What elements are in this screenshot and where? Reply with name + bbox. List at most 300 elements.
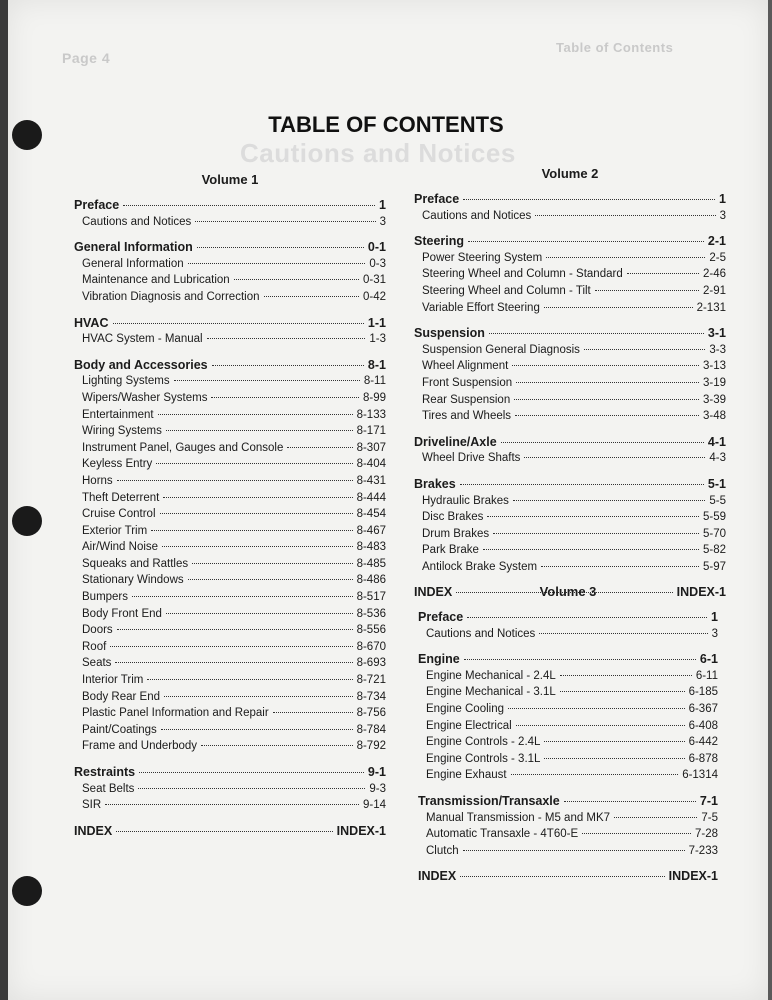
toc-entry-page: 1-1 (367, 315, 386, 330)
toc-entry-page: 4-1 (707, 434, 726, 449)
toc-section (414, 476, 726, 576)
toc-entry-page: 6-442 (688, 736, 718, 749)
dot-leader (489, 333, 704, 334)
toc-entry-page: 8-486 (356, 574, 386, 587)
toc-entry-page: 7-5 (701, 811, 718, 824)
volume-2-title: Volume 2 (541, 166, 599, 181)
toc-entry-page: 3-1 (707, 326, 726, 341)
dot-leader (595, 290, 699, 291)
toc-entry-label: Instrument Panel, Gauges and Console (82, 441, 284, 454)
dot-leader (151, 530, 352, 531)
toc-entry-row (414, 392, 726, 409)
dot-leader (113, 323, 364, 324)
dot-leader (158, 414, 353, 415)
toc-entry-page: 8-307 (356, 441, 386, 454)
dot-leader (493, 533, 699, 534)
dot-leader (132, 596, 353, 597)
dot-leader (460, 876, 664, 877)
toc-entry-label: Engine Controls - 3.1L (426, 752, 541, 765)
toc-heading-row (414, 434, 726, 451)
toc-section (418, 868, 718, 885)
dot-leader (188, 579, 353, 580)
toc-entry-page: 0-42 (362, 290, 386, 303)
toc-entry-page: 2-1 (707, 234, 726, 249)
toc-entry-row (74, 606, 386, 623)
dot-leader (138, 788, 365, 789)
toc-entry-label: Engine Cooling (426, 702, 505, 715)
toc-entry-label: Preface (414, 192, 460, 206)
toc-entry-label: Antilock Brake System (422, 560, 538, 573)
toc-entry-label: Disc Brakes (422, 511, 484, 524)
dot-leader (147, 679, 352, 680)
toc-entry-page: 5-82 (702, 544, 726, 557)
dot-leader (544, 307, 693, 308)
dot-leader (501, 442, 704, 443)
dot-leader (197, 247, 364, 248)
toc-entry-row (74, 423, 386, 440)
toc-section (74, 764, 386, 814)
dot-leader (508, 708, 685, 709)
toc-entry-label: Stationary Windows (82, 574, 184, 587)
toc-entry-row (414, 493, 726, 510)
toc-entry-page: 3-13 (702, 360, 726, 373)
toc-entry-page: 3 (379, 215, 386, 228)
toc-entry-label: Bumpers (82, 591, 129, 604)
toc-entry-label: Engine Exhaust (426, 769, 507, 782)
toc-entry-label: Engine Controls - 2.4L (426, 736, 541, 749)
toc-entry-label: Cruise Control (82, 508, 156, 521)
toc-heading-row (74, 764, 386, 781)
toc-section (418, 609, 718, 642)
toc-entry-row (414, 208, 726, 225)
toc-entry-label: General Information (82, 257, 184, 270)
toc-entry-label: Preface (74, 198, 120, 212)
toc-heading-row (418, 609, 718, 626)
toc-entry-label: Clutch (426, 844, 459, 857)
toc-heading-row (418, 793, 718, 810)
toc-entry-page: 8-517 (356, 591, 386, 604)
dot-leader (463, 199, 715, 200)
toc-entry-page: INDEX-1 (668, 869, 718, 884)
toc-entry-label: Wiring Systems (82, 425, 162, 438)
toc-entry-page: 2-91 (702, 284, 726, 297)
toc-entry-page: INDEX-1 (336, 823, 386, 838)
toc-entry-row (74, 572, 386, 589)
toc-entry-page: 9-14 (362, 799, 386, 812)
toc-entry-page: 8-734 (356, 690, 386, 703)
dot-leader (614, 817, 697, 818)
toc-entry-page: 7-1 (699, 793, 718, 808)
toc-section (414, 191, 726, 224)
toc-entry-row (74, 705, 386, 722)
dot-leader (513, 500, 705, 501)
dot-leader (212, 365, 364, 366)
dot-leader (487, 516, 699, 517)
bleed-through-heading: Cautions and Notices (240, 138, 516, 168)
toc-entry-label: Roof (82, 640, 107, 653)
dot-leader (161, 729, 353, 730)
toc-entry-row (74, 655, 386, 672)
toc-entry-label: Squeaks and Rattles (82, 557, 189, 570)
toc-entry-label: Body Front End (82, 607, 162, 620)
toc-entry-page: 4-3 (709, 452, 726, 465)
toc-entry-page: 8-444 (356, 491, 386, 504)
toc-heading-row (414, 233, 726, 250)
dot-leader (468, 241, 704, 242)
toc-entry-row (418, 767, 718, 784)
toc-entry-label: INDEX (414, 585, 453, 600)
dot-leader (162, 546, 353, 547)
toc-entry-label: Restraints (74, 765, 136, 779)
dot-leader (156, 463, 352, 464)
dot-leader (564, 801, 696, 802)
toc-entry-label: Wheel Drive Shafts (422, 452, 521, 465)
toc-entry-page: 6-11 (695, 669, 718, 682)
toc-entry-label: INDEX (74, 823, 113, 838)
toc-entry-label: Air/Wind Noise (82, 541, 159, 554)
toc-entry-label: General Information (74, 240, 193, 255)
page-edge-shadow (0, 0, 8, 1000)
toc-entry-label: Engine (418, 652, 460, 667)
dot-leader (541, 566, 699, 567)
toc-heading-row (74, 315, 386, 332)
dot-leader (192, 563, 352, 564)
dot-leader (166, 430, 353, 431)
toc-entry-row (74, 373, 386, 390)
toc-entry-label: Brakes (414, 476, 456, 491)
toc-entry-page: 2-46 (702, 268, 726, 281)
toc-entry-row (74, 589, 386, 606)
toc-heading-row (74, 239, 386, 256)
toc-entry-label: Suspension (414, 326, 485, 341)
page-title: TABLE OF CONTENTS (268, 112, 504, 137)
toc-entry-page: 8-454 (356, 508, 386, 521)
toc-entry-row (74, 622, 386, 639)
dot-leader (511, 774, 679, 775)
toc-entry-label: Cautions and Notices (426, 627, 536, 640)
toc-entry-page: 5-1 (707, 476, 726, 491)
toc-entry-page: 8-536 (356, 607, 386, 620)
toc-entry-row (418, 668, 718, 685)
dot-leader (516, 725, 685, 726)
toc-entry-label: Maintenance and Lubrication (82, 274, 230, 287)
toc-entry-row (414, 300, 726, 317)
toc-entry-page: 9-3 (369, 782, 386, 795)
toc-entry-label: Steering Wheel and Column - Tilt (422, 284, 591, 297)
toc-entry-row (74, 506, 386, 523)
toc-entry-label: Lighting Systems (82, 375, 170, 388)
dot-leader (207, 338, 366, 339)
dot-leader (460, 484, 704, 485)
toc-entry-page: 3-19 (702, 376, 726, 389)
dot-leader (234, 279, 359, 280)
toc-entry-label: Interior Trim (82, 674, 144, 687)
toc-entry-label: INDEX (418, 869, 457, 884)
toc-entry-page: 3-3 (709, 343, 726, 356)
toc-entry-row (74, 490, 386, 507)
dot-leader (544, 741, 684, 742)
toc-heading-row (414, 476, 726, 493)
toc-entry-label: Hydraulic Brakes (422, 494, 509, 507)
dot-leader (515, 415, 699, 416)
toc-entry-label: Wipers/Washer Systems (82, 391, 208, 404)
toc-entry-row (74, 722, 386, 739)
dot-leader (539, 633, 707, 634)
toc-entry-row (418, 810, 718, 827)
toc-entry-label: Preface (418, 610, 464, 624)
dot-leader (188, 263, 366, 264)
toc-entry-label: Power Steering System (422, 251, 543, 264)
toc-entry-label: HVAC System - Manual (82, 333, 203, 346)
toc-entry-row (414, 250, 726, 267)
toc-entry-page: 8-133 (356, 408, 386, 421)
toc-section (74, 315, 386, 348)
volume-3-column (418, 584, 718, 894)
toc-heading-row (414, 325, 726, 342)
toc-entry-label: Wheel Alignment (422, 360, 509, 373)
dot-leader (483, 549, 699, 550)
toc-entry-label: Driveline/Axle (414, 434, 497, 449)
volume-1-sections (74, 197, 386, 839)
toc-entry-page: 5-97 (702, 560, 726, 573)
dot-leader (174, 380, 360, 381)
toc-entry-row (414, 509, 726, 526)
toc-entry-row (74, 407, 386, 424)
toc-entry-label: Manual Transmission - M5 and MK7 (426, 811, 611, 824)
toc-entry-label: Entertainment (82, 408, 154, 421)
toc-entry-row (418, 701, 718, 718)
toc-entry-row (74, 672, 386, 689)
toc-entry-page: 8-1 (367, 357, 386, 372)
toc-entry-page: INDEX-1 (676, 585, 726, 600)
toc-entry-page: 7-233 (688, 844, 718, 857)
toc-entry-label: Cautions and Notices (82, 215, 192, 228)
toc-entry-page: 8-721 (356, 674, 386, 687)
toc-entry-label: Steering (414, 234, 465, 249)
toc-entry-page: 2-131 (696, 301, 726, 314)
toc-entry-page: 3 (711, 627, 718, 640)
dot-leader (582, 833, 691, 834)
dot-leader (116, 831, 332, 832)
toc-entry-page: 2-5 (709, 251, 726, 264)
toc-entry-row (418, 684, 718, 701)
dot-leader (195, 221, 375, 222)
dot-leader (115, 662, 352, 663)
toc-entry-page: 6-367 (688, 702, 718, 715)
toc-entry-row (74, 797, 386, 814)
toc-entry-label: Automatic Transaxle - 4T60-E (426, 828, 579, 841)
toc-entry-label: Steering Wheel and Column - Standard (422, 268, 623, 281)
toc-entry-label: Engine Mechanical - 3.1L (426, 686, 556, 699)
toc-entry-row (414, 342, 726, 359)
toc-entry-row (414, 283, 726, 300)
toc-entry-row (418, 626, 718, 643)
volume-2-sections (414, 191, 726, 601)
toc-entry-page: 1-3 (369, 333, 386, 346)
toc-entry-row (74, 781, 386, 798)
toc-entry-label: Horns (82, 474, 113, 487)
toc-entry-page: 8-784 (356, 723, 386, 736)
toc-entry-row (74, 214, 386, 231)
dot-leader (264, 296, 359, 297)
toc-section (74, 357, 386, 755)
toc-entry-row (74, 272, 386, 289)
toc-section (74, 823, 386, 840)
dot-leader (164, 696, 353, 697)
toc-heading-row (74, 823, 386, 840)
toc-entry-row (414, 266, 726, 283)
toc-heading-row (74, 357, 386, 374)
dot-leader (105, 804, 359, 805)
toc-entry-page: 0-3 (369, 257, 386, 270)
dot-leader (160, 513, 353, 514)
dot-leader (211, 397, 359, 398)
toc-entry-label: Keyless Entry (82, 458, 153, 471)
toc-entry-page: 6-408 (688, 719, 718, 732)
bleed-through-page-label: Page 4 (62, 50, 111, 66)
dot-leader (512, 365, 699, 366)
toc-heading-row (418, 868, 718, 885)
toc-entry-row (74, 473, 386, 490)
toc-entry-page: 3-48 (702, 410, 726, 423)
dot-leader (514, 399, 699, 400)
dot-leader (139, 772, 364, 773)
toc-entry-label: Doors (82, 624, 113, 637)
toc-entry-row (418, 751, 718, 768)
toc-entry-row (74, 639, 386, 656)
toc-entry-label: Front Suspension (422, 376, 513, 389)
dot-leader (166, 613, 353, 614)
volume-2-column (414, 166, 726, 610)
toc-entry-row (74, 556, 386, 573)
toc-entry-label: Engine Mechanical - 2.4L (426, 669, 556, 682)
dot-leader (560, 691, 685, 692)
toc-entry-page: 6-185 (688, 686, 718, 699)
toc-entry-label: Vibration Diagnosis and Correction (82, 290, 260, 303)
toc-entry-page: 8-431 (356, 474, 386, 487)
volume-1-column (74, 172, 386, 848)
toc-entry-row (74, 738, 386, 755)
toc-section (414, 434, 726, 467)
toc-entry-row (414, 450, 726, 467)
toc-entry-page: 1 (719, 192, 726, 206)
toc-entry-row (414, 542, 726, 559)
dot-leader (516, 382, 699, 383)
toc-entry-label: Seat Belts (82, 782, 135, 795)
toc-entry-page: 3-39 (702, 393, 726, 406)
toc-entry-label: Exterior Trim (82, 524, 148, 537)
toc-entry-label: Seats (82, 657, 112, 670)
toc-entry-row (414, 408, 726, 425)
toc-section (74, 197, 386, 230)
toc-entry-row (418, 718, 718, 735)
dot-leader (123, 205, 375, 206)
toc-entry-row (414, 358, 726, 375)
toc-entry-label: Frame and Underbody (82, 740, 198, 753)
dot-leader (463, 850, 685, 851)
toc-entry-label: Body Rear End (82, 690, 160, 703)
dot-leader (464, 659, 696, 660)
toc-entry-page: 8-485 (356, 557, 386, 570)
toc-entry-label: HVAC (74, 315, 109, 330)
dot-leader (524, 457, 705, 458)
toc-entry-page: 5-59 (702, 511, 726, 524)
toc-section (414, 233, 726, 316)
toc-heading-row (418, 651, 718, 668)
toc-entry-row (414, 375, 726, 392)
dot-leader (110, 646, 352, 647)
toc-entry-label: Transmission/Transaxle (418, 793, 560, 808)
toc-entry-page: 8-404 (356, 458, 386, 471)
toc-entry-label: Park Brake (422, 544, 479, 557)
dot-leader (467, 617, 707, 618)
toc-entry-page: 8-792 (356, 740, 386, 753)
toc-entry-row (414, 559, 726, 576)
toc-entry-page: 9-1 (367, 765, 386, 779)
toc-entry-row (74, 440, 386, 457)
dot-leader (287, 447, 352, 448)
toc-section (74, 239, 386, 305)
toc-entry-page: 6-1 (699, 652, 718, 667)
toc-entry-row (418, 843, 718, 860)
dot-leader (201, 745, 353, 746)
bleed-through-header: Table of Contents (556, 40, 674, 55)
toc-entry-page: 8-756 (356, 707, 386, 720)
toc-entry-page: 8-11 (363, 375, 386, 388)
dot-leader (117, 480, 353, 481)
toc-entry-page: 8-483 (356, 541, 386, 554)
binder-hole-bottom (12, 876, 42, 906)
dot-leader (544, 758, 684, 759)
volume-3-sections (418, 609, 718, 885)
toc-entry-page: 8-467 (356, 524, 386, 537)
dot-leader (627, 273, 699, 274)
toc-entry-label: Plastic Panel Information and Repair (82, 707, 269, 720)
dot-leader (560, 675, 692, 676)
dot-leader (584, 349, 705, 350)
toc-entry-row (74, 256, 386, 273)
toc-entry-row (74, 523, 386, 540)
toc-entry-label: Rear Suspension (422, 393, 511, 406)
toc-entry-row (74, 456, 386, 473)
toc-entry-page: 6-1314 (682, 769, 718, 782)
toc-entry-row (418, 826, 718, 843)
dot-leader (546, 257, 705, 258)
dot-leader (117, 629, 353, 630)
toc-entry-row (74, 390, 386, 407)
toc-entry-label: Theft Deterrent (82, 491, 160, 504)
toc-entry-page: 5-5 (709, 494, 726, 507)
toc-entry-label: Body and Accessories (74, 357, 208, 372)
toc-entry-label: Cautions and Notices (422, 209, 532, 222)
toc-entry-label: Variable Effort Steering (422, 301, 540, 314)
toc-section (418, 793, 718, 859)
volume-3-title: Volume 3 (539, 584, 597, 599)
toc-entry-page: 7-28 (694, 828, 718, 841)
toc-entry-page: 8-99 (362, 391, 386, 404)
toc-entry-row (74, 331, 386, 348)
toc-entry-page: 8-693 (356, 657, 386, 670)
toc-entry-page: 6-878 (688, 752, 718, 765)
toc-section (414, 325, 726, 425)
toc-entry-label: Engine Electrical (426, 719, 512, 732)
toc-entry-row (414, 526, 726, 543)
toc-entry-page: 1 (379, 198, 386, 212)
toc-entry-page: 0-1 (367, 240, 386, 255)
toc-entry-row (74, 289, 386, 306)
toc-entry-row (74, 539, 386, 556)
toc-section (418, 651, 718, 784)
